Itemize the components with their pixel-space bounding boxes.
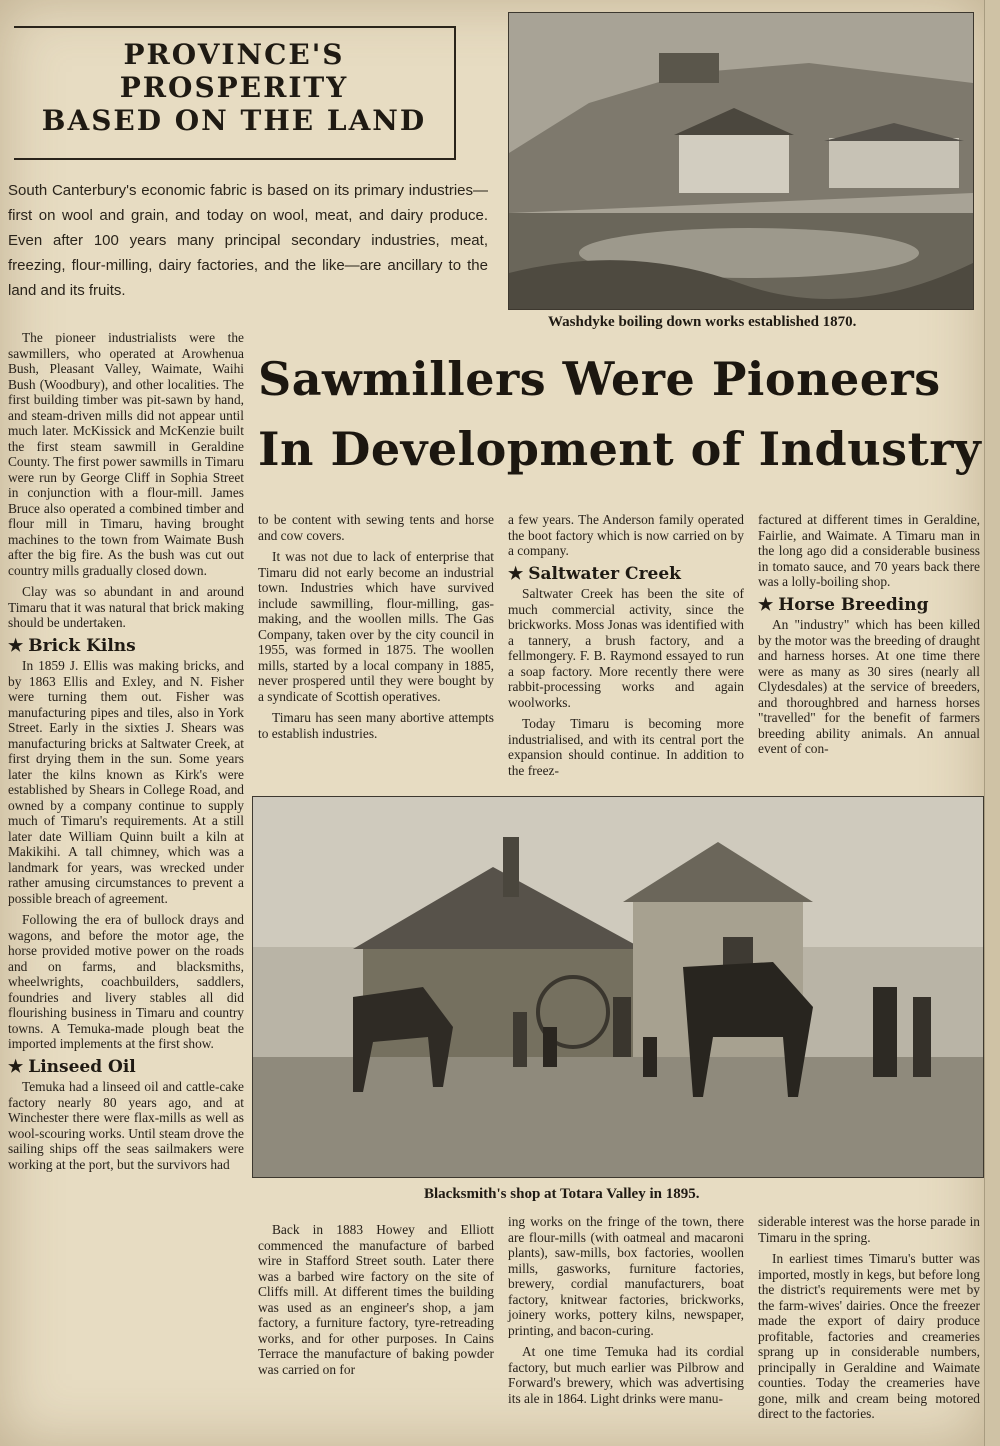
col4-para-2: An "industry" which has been killed by the motor was the breeding of draught and harness horses. At one time there were as many as 30 sires (nearly all Clydesdales) at the service of breeders, and thoroughbred and harness horses "travelled" for the benefit of farmers breeding ability animals. An annual event of con-	[758, 617, 980, 756]
washdyke-caption: Washdyke boiling down works established 1870.	[548, 314, 857, 330]
section-header-box	[14, 26, 456, 160]
star-icon: ★	[8, 635, 24, 656]
col7-para-2: In earliest times Timaru's butter was imported, mostly in kegs, but before long the district's requirements were met by the farm-wives' dairies. Once the freezer made the export of dairy produce profitable, factories and creameries sprang up in considerable numbers, principally in Geraldine and Waimate counties. Today the creameries have gone, milk and cream being motored direct to the factories.	[758, 1251, 980, 1421]
col6-para-1: ing works on the fringe of the town, there are flour-mills (with oatmeal and macaroni plants), saw-mills, box factories, woollen mills, gasworks, furniture factories, brewery, cordial manufacturers, boat factory, knitwear factories, brickworks, joinery works, pottery kilns, newspaper, printing, and bacon-curing.	[508, 1214, 744, 1338]
column-7	[758, 1214, 980, 1428]
col6-para-2: At one time Temuka had its cordial factory, but much earlier was Pilbrow and Forward's brewery, which was advertising its ale in 1864. Light drinks were manu-	[508, 1344, 744, 1406]
col1-para-1: The pioneer industrialists were the sawmillers, who operated at Arowhenua Bush, Pleasant Valley, Waimate, Waihi Bush (Woodbury), and other localities. The first building timber was pit-sawn by hand, and steam-driven mills did not appear until much later. McKissick and McKenzie built the first steam sawmill in Geraldine County. The first power sawmills in Timaru were run by George Cliff in Sophia Street in conjunction with a flour-mill. James Bruce also operated a combined timber and flour mill in Timaru, having brought machines to the town from Waimate Bush after the big fire. As the bush was cut out country mills gradually closed down.	[8, 330, 244, 578]
star-icon: ★	[508, 563, 524, 584]
column-4	[758, 512, 980, 763]
column-5	[258, 1222, 494, 1383]
header-line-2: BASED ON THE LAND	[41, 104, 427, 137]
col4-para-1: factured at different times in Geraldine, Fairlie, and Waimate. A Timaru man in the long ago did a considerable business in tomato sauce, and 70 years back there was a lolly-boiling shop.	[758, 512, 980, 589]
column-3	[508, 512, 744, 784]
header-line-1: PROVINCE'S PROSPERITY	[119, 38, 349, 104]
col1-para-4: Following the era of bullock drays and wagons, and before the motor age, the horse provided motive power on the roads and on farms, and blacksmiths, wheelwrights, coachbuilders, saddlers, foundries and livery stables all did flourishing business in Timaru and country towns. A Temuka-made plough beat the imported implements at the first show.	[8, 912, 244, 1051]
page-edge	[984, 0, 1000, 1446]
star-icon: ★	[8, 1056, 24, 1077]
subhead-saltwater-creek: ★ Saltwater Creek	[508, 563, 681, 584]
col1-para-2: Clay was so abundant in and around Timaru that it was natural that brick making should be undertaken.	[8, 584, 244, 630]
col2-para-1: to be content with sewing tents and horse and cow covers.	[258, 512, 494, 543]
column-1	[8, 330, 244, 1178]
col1-para-3: In 1859 J. Ellis was making bricks, and by 1863 Ellis and Exley, and N. Fisher were turning them out. Fisher was manufacturing pipes and tiles, also in York Street. Early in the sixties J. Shears was manufacturing bricks at Saltwater Creek, at first drying them in the sun. Some years later the kilns known as Kirk's were established by Shears in College Road, and owned by a company continue to supply much of Timaru's requirements. At a still later date William Quinn built a kiln at Makikihi. A tall chimney, which was a landmark for years, was wrecked under rather amusing circumstances to prevent a possible breach of agreement.	[8, 658, 244, 906]
col2-para-3: Timaru has seen many abortive attempts to establish industries.	[258, 710, 494, 741]
headline-line-2: In Development of Industry	[258, 422, 982, 476]
column-2	[258, 512, 494, 747]
col5-para-1: Back in 1883 Howey and Elliott commenced the manufacture of barbed wire in Stafford Street south. Later there was a barbed wire factory on the site of Cliffs mill. At different times the building was used as an engineer's shop, a jam factory, a furniture factory, tyre-retreading works, and for other purposes. In Cains Terrace the manufacture of baking powder was carried on for	[258, 1222, 494, 1377]
intro-paragraph: South Canterbury's economic fabric is based on its primary industries—first on wool and grain, and today on wool, meat, and dairy produce. Even after 100 years many principal secondary industries, meat, freezing, flour-milling, dairy factories, and the like—are ancillary to the land and its fruits.	[8, 182, 488, 299]
washdyke-photo	[508, 12, 974, 310]
headline-line-1: Sawmillers Were Pioneers	[258, 352, 941, 406]
col7-para-1: siderable interest was the horse parade in Timaru in the spring.	[758, 1214, 980, 1245]
blacksmith-illustration	[253, 797, 983, 1177]
star-icon: ★	[758, 594, 774, 615]
washdyke-illustration	[509, 13, 973, 309]
blacksmith-photo	[252, 796, 984, 1178]
col3-para-2: Saltwater Creek has been the site of much commercial activity, since the brickworks. Moss Jonas was identified with a tannery, a brush factory, and a fellmongery. F. B. Raymond essayed to run a soap factory. More recently there were rabbit-processing works and again woolworks.	[508, 586, 744, 710]
subhead-horse-breeding: ★ Horse Breeding	[758, 594, 929, 615]
subhead-linseed-oil: ★ Linseed Oil	[8, 1056, 136, 1077]
col2-para-2: It was not due to lack of enterprise that Timaru did not early become an industrial town. Industries which have survived include sawmilling, flour-milling, gas-making, and the woollen mills. The Gas Company, taken over by the city council in 1955, was formed in 1875. The woollen mills, started by a local company in 1885, never prospered until they were bought by a syndicate of Scottish operatives.	[258, 549, 494, 704]
blacksmith-caption: Blacksmith's shop at Totara Valley in 1895.	[424, 1186, 700, 1202]
subhead-brick-kilns: ★ Brick Kilns	[8, 635, 136, 656]
col3-para-3: Today Timaru is becoming more industrialised, and with its central port the expansion should continue. In addition to the freez-	[508, 716, 744, 778]
col3-para-1: a few years. The Anderson family operated the boot factory which is now carried on by a company.	[508, 512, 744, 558]
column-6	[508, 1214, 744, 1412]
col1-para-5: Temuka had a linseed oil and cattle-cake factory nearly 80 years ago, and at Winchester there were flax-mills as well as wool-scouring works. Until steam drove the sailing ships off the seas sailmakers were working at the port, but the survivors had	[8, 1079, 244, 1172]
